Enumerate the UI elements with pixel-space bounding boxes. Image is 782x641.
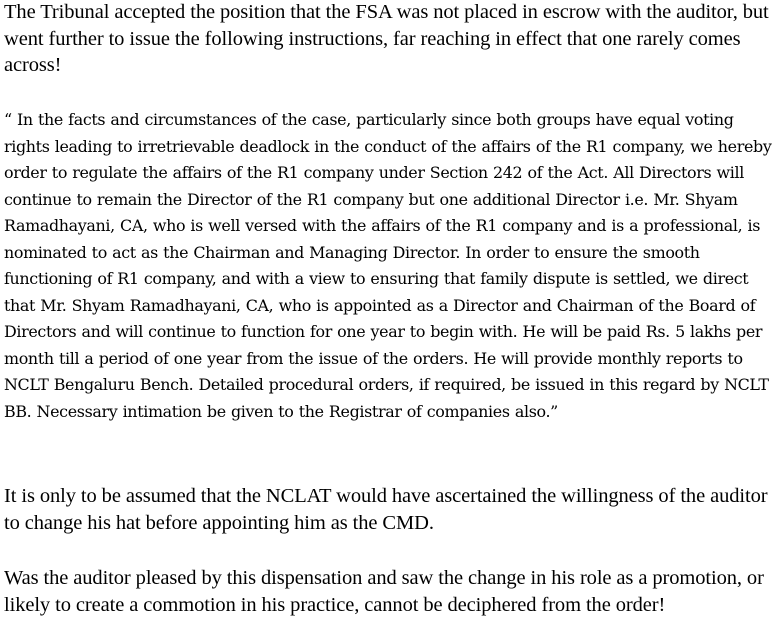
- quoted-order-paragraph: “ In the facts and circumstances of the case, particularly since both groups have equal voting rights leading to irretrievable deadlock in the conduct of the affairs of the R1 company, we hereby order to regulate the affairs of the R1 company under Section 242 of the Act. All Directors will continue to remain the Director of the R1 company but one additional Director i.e. Mr. Shyam Ramadhayani, CA, who is well versed with the affairs of the R1 company and is a professional, is nominated to act as the Chairman and Managing Director. In order to ensure the smooth functioning of R1 company, and with a view to ensuring that family dispute is settled, we direct that Mr. Shyam Ramadhayani, CA, who is appointed as a Director and Chairman of the Board of Directors and will continue to function for one year to begin with. He will be paid Rs. 5 lakhs per month till a period of one year from the issue of the orders. He will provide monthly reports to NCLT Bengaluru Bench. Detailed procedural orders, if required, be issued in this regard by NCLT BB. Necessary intimation be given to the Registrar of companies also.”: [4, 110, 772, 421]
- closing-paragraph: Was the auditor pleased by this dispensation and saw the change in his role as a promotion, or likely to create a commotion in his practice, cannot be deciphered from the order!: [4, 567, 764, 616]
- assumption-paragraph: It is only to be assumed that the NCLAT would have ascertained the willingness of the auditor to change his hat before appointing him as the CMD.: [4, 485, 768, 534]
- intro-paragraph: The Tribunal accepted the position that the FSA was not placed in escrow with the auditor, but went further to issue the following instructions, far reaching in effect that one rarely comes across!: [4, 1, 769, 76]
